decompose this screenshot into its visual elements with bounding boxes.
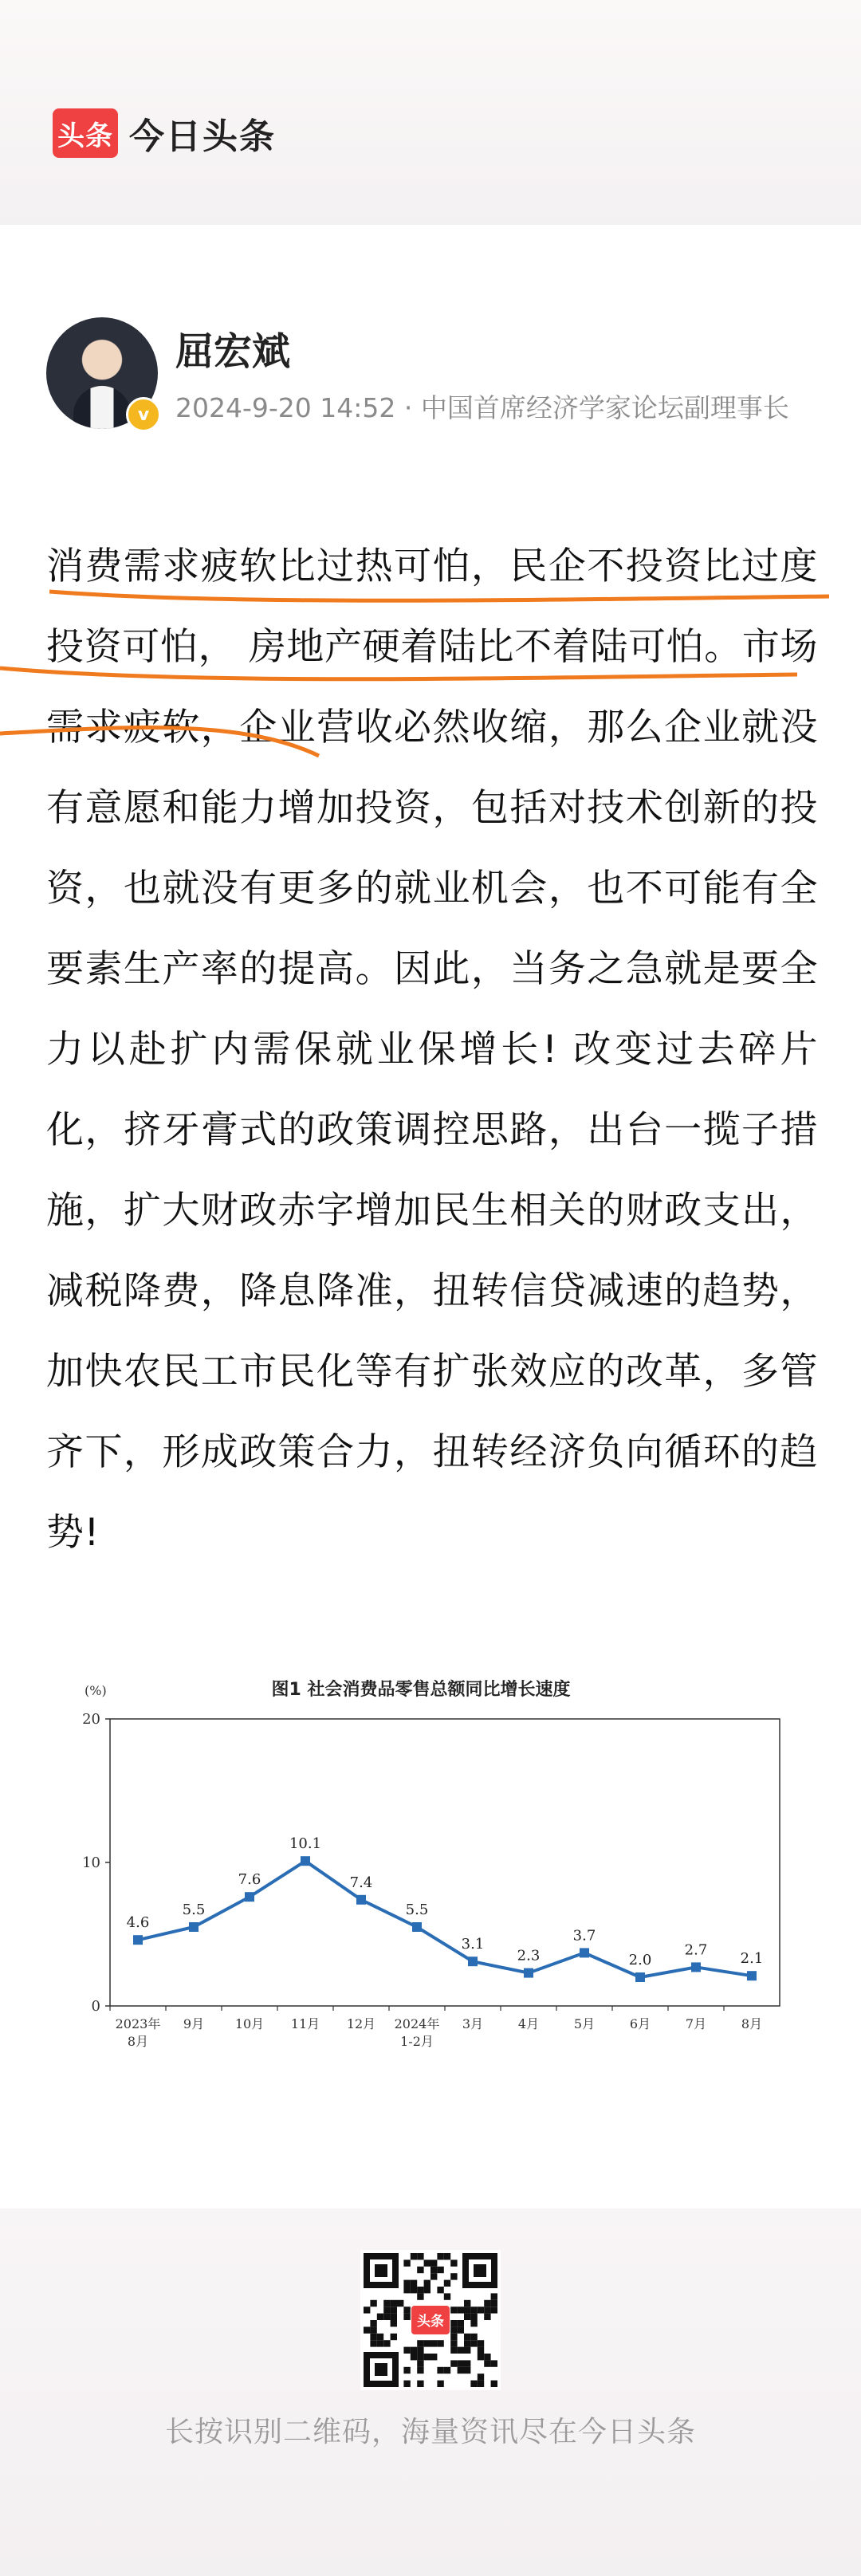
y-tick-label: 20	[82, 1711, 100, 1728]
x-tick-label: 10月	[234, 2016, 265, 2031]
author-block	[46, 317, 812, 477]
data-point	[189, 1922, 199, 1932]
x-tick-label: 9月	[183, 2016, 205, 2031]
article-text: 消费需求疲软比过热可怕，民企不投资比过度投资可怕， 房地产硬着陆比不着陆可怕。市场需求疲软，企业营收必然收缩，那么企业就没有意愿和能力增加投资，包括对技术创新的投资，也就没有更多的就业机会，也不可能有全要素生产率的提高。因此，当务之急就是要全力以赴扩内需保就业保增长! 改变过去碎片化，挤牙膏式的政策调控思路，出台一揽子措施，扩大财政赤字增加民生相关的财政支出，减税降费，降息降准，扭转信贷减速的趋势，加快农民工市民化等有扩张效应的改革，多管齐下，形成政策合力，扭转经济负向循环的趋势!	[46, 545, 818, 1555]
data-label: 2.1	[740, 1950, 764, 1968]
y-tick-label: 10	[82, 1854, 100, 1871]
data-label: 10.1	[289, 1835, 322, 1853]
author-name[interactable]: 屈宏斌	[175, 329, 291, 374]
plot-frame	[110, 1719, 780, 2006]
data-point	[524, 1968, 533, 1978]
data-point	[412, 1922, 422, 1932]
data-point	[691, 1962, 701, 1972]
qr-code[interactable]	[360, 2250, 501, 2390]
x-tick-label: 4月	[517, 2016, 540, 2031]
footer-caption: 长按识别二维码，海量资讯尽在今日头条	[164, 2416, 696, 2448]
data-label: 3.1	[461, 1936, 485, 1953]
toutiao-logo-icon: 头条	[53, 108, 118, 158]
data-label: 7.6	[238, 1871, 261, 1889]
retail-sales-growth-chart	[46, 1663, 796, 2078]
data-point	[301, 1856, 310, 1866]
chart-title: 图1 社会消费品零售总额同比增长速度	[271, 1680, 571, 1700]
data-label: 2.0	[628, 1952, 652, 1968]
x-tick-label: 2023年	[115, 2016, 161, 2031]
data-label: 3.7	[572, 1927, 596, 1945]
y-tick-label: 0	[91, 1998, 100, 2015]
data-point	[635, 1972, 645, 1982]
qr-badge: 头条	[417, 2314, 444, 2330]
brand-logo[interactable]	[53, 105, 276, 161]
x-tick-label: 5月	[573, 2016, 596, 2031]
x-tick-label: 8月	[741, 2016, 763, 2031]
x-tick-label: 7月	[685, 2016, 707, 2031]
data-point	[468, 1957, 478, 1966]
x-tick-label: 8月	[127, 2034, 149, 2049]
data-label: 4.6	[126, 1914, 150, 1932]
data-point	[356, 1895, 366, 1905]
verified-badge-icon: v	[126, 397, 161, 432]
chart-ylabel: (%)	[85, 1683, 107, 1698]
x-tick-label: 12月	[346, 2016, 376, 2031]
data-point	[747, 1971, 757, 1980]
x-tick-label: 6月	[629, 2016, 651, 2031]
data-label: 5.5	[182, 1902, 206, 1918]
x-tick-label: 1-2月	[400, 2034, 434, 2049]
x-tick-label: 3月	[462, 2016, 484, 2031]
post-meta: 2024-9-20 14:52 · 中国首席经济学家论坛副理事长	[175, 392, 789, 423]
brand-name: 今日头条	[129, 116, 276, 157]
series-line	[138, 1861, 752, 1977]
data-point	[245, 1892, 254, 1902]
data-label: 2.7	[684, 1941, 708, 1959]
data-point	[580, 1948, 589, 1957]
x-tick-label: 2024年	[394, 2016, 440, 2031]
data-label: 2.3	[517, 1947, 541, 1964]
data-point	[133, 1935, 143, 1945]
data-label: 5.5	[405, 1902, 429, 1918]
data-label: 7.4	[349, 1874, 373, 1891]
x-tick-label: 11月	[290, 2016, 320, 2031]
